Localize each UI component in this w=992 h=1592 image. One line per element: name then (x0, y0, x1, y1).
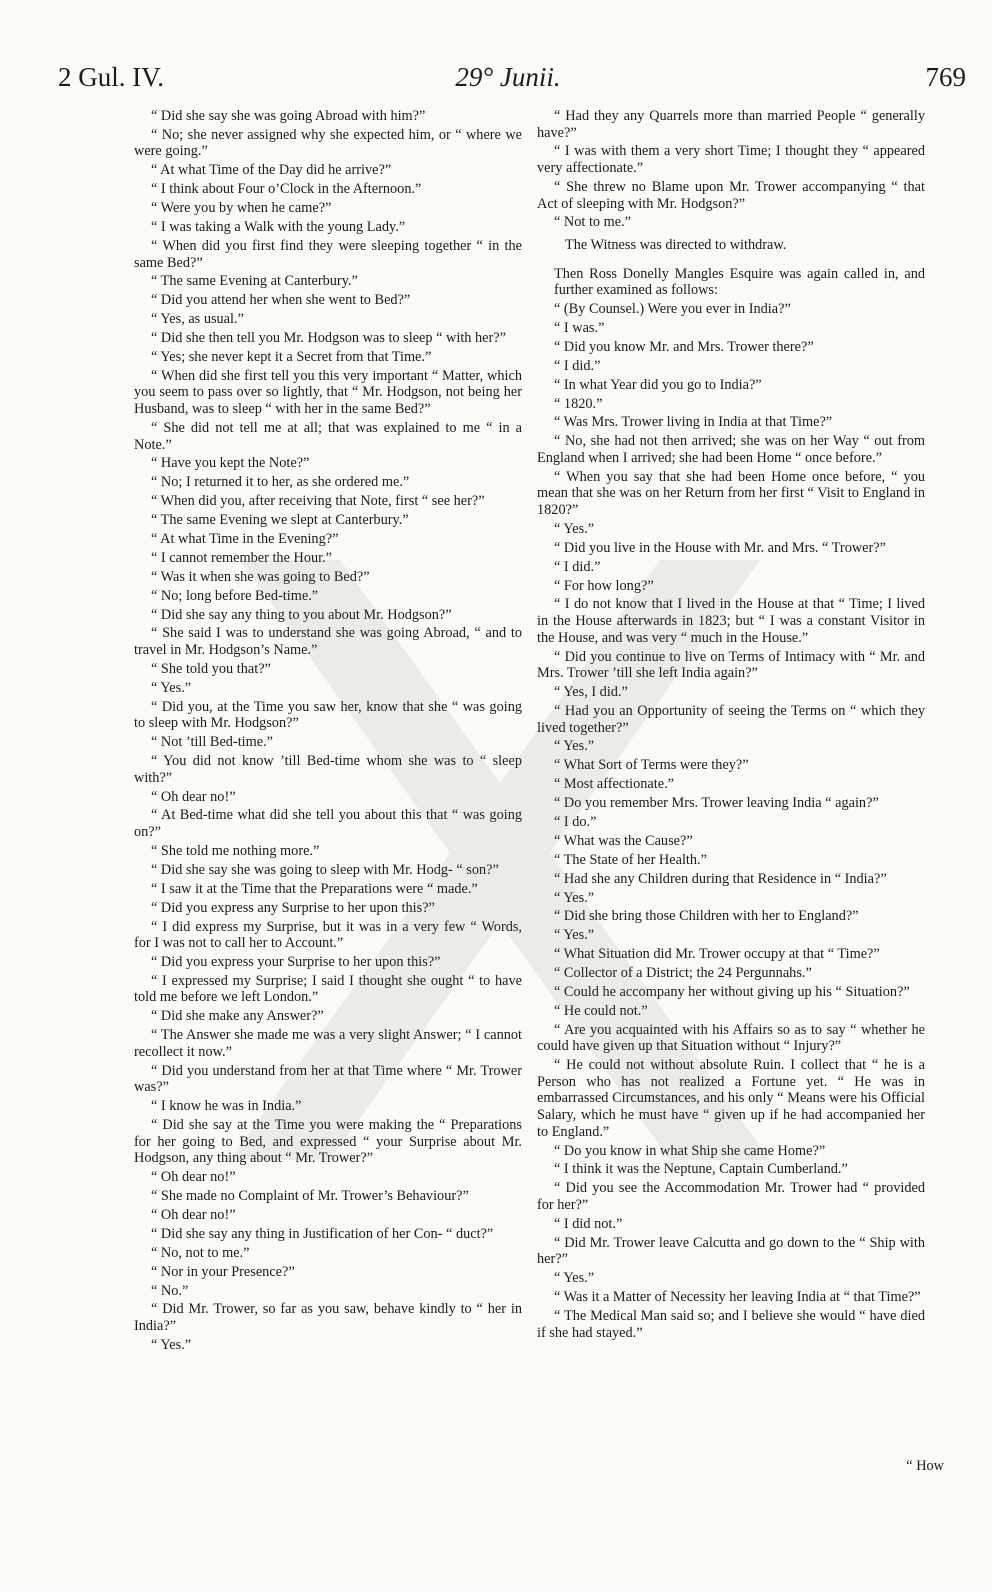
testimony-line: “ Were you by when he came?” (151, 200, 332, 217)
testimony-line: “ I did.” (554, 357, 601, 374)
testimony-line: “ At Bed-time what did she tell you about this that “ was going on?” (134, 807, 522, 841)
testimony-line: “ Yes.” (554, 520, 595, 537)
testimony-line: “ I did express my Surprise, but it was in a very few “ Words, for I was not to call her to Account.” (134, 918, 522, 952)
right-column-top (537, 108, 925, 231)
testimony-line: “ I cannot remember the Hour.” (151, 549, 333, 566)
testimony-line: “ She did not tell me at all; that was explained to me “ in a Note.” (134, 419, 522, 453)
testimony-line: “ The same Evening at Canterbury.” (151, 273, 358, 290)
left-column (134, 108, 522, 1356)
testimony-line: “ I do not know that I lived in the House at that “ Time; I lived in the House afterwards in 1823; but “ I was a constant Visitor in the House, and was very “ much in the House.” (537, 596, 925, 646)
testimony-line: “ Did you know Mr. and Mrs. Trower there?” (554, 338, 814, 355)
right-column-bottom (537, 301, 925, 1341)
testimony-line: “ Yes.” (554, 927, 595, 944)
testimony-line: “ Yes; she never kept it a Secret from that Time.” (151, 348, 432, 365)
testimony-line: “ I did.” (554, 558, 601, 575)
testimony-line: “ Had she any Children during that Residence in “ India?” (554, 870, 887, 887)
testimony-line: “ I expressed my Surprise; I said I thought she ought “ to have told me before we left London.” (134, 972, 522, 1006)
catchword: “ How (906, 1458, 944, 1474)
testimony-line: “ Did she make any Answer?” (151, 1008, 324, 1025)
testimony-line: “ Did you continue to live on Terms of Intimacy with “ Mr. and Mrs. Trower ’till she left India again?” (537, 648, 925, 682)
testimony-line: “ I know he was in India.” (151, 1098, 302, 1115)
testimony-line: “ He could not.” (554, 1002, 648, 1019)
testimony-line: “ Oh dear no!” (151, 1169, 236, 1186)
testimony-line: “ Not ’till Bed-time.” (151, 734, 274, 751)
testimony-line: “ Have you kept the Note?” (151, 455, 310, 472)
testimony-line: “ Nor in your Presence?” (151, 1263, 295, 1280)
testimony-line: “ I do.” (554, 813, 597, 830)
testimony-line: “ No; I returned it to her, as she ordered me.” (151, 474, 410, 491)
testimony-line: “ He could not without absolute Ruin. I collect that “ he is a Person who has not realized a Fortune yet. “ He was in embarrassed Circumstances, and his only “ Means were his Official Salary, which he must have “ given up if he had accompanied her to England.” (537, 1057, 925, 1140)
testimony-line: “ 1820.” (554, 395, 603, 412)
testimony-line: “ Yes, I did.” (554, 684, 628, 701)
testimony-line: “ What Situation did Mr. Trower occupy at that “ Time?” (554, 946, 880, 963)
testimony-line: “ Did you attend her when she went to Bed?” (151, 292, 411, 309)
testimony-line: “ Did she say she was going to sleep with Mr. Hodg- “ son?” (151, 861, 499, 878)
testimony-line: “ I saw it at the Time that the Preparations were “ made.” (151, 880, 478, 897)
testimony-line: “ When did you, after receiving that Note, first “ see her?” (151, 493, 485, 510)
testimony-line: “ Did Mr. Trower, so far as you saw, behave kindly to “ her in India?” (134, 1301, 522, 1335)
testimony-line: “ What Sort of Terms were they?” (554, 757, 749, 774)
testimony-line: “ No; long before Bed-time.” (151, 587, 319, 604)
testimony-line: “ The Medical Man said so; and I believe she would “ have died if she had stayed.” (537, 1307, 925, 1341)
testimony-line: “ Did you express any Surprise to her upon this?” (151, 899, 435, 916)
testimony-line: “ No.” (151, 1282, 189, 1299)
testimony-line: “ Had they any Quarrels more than married People “ generally have?” (537, 108, 925, 141)
witness-withdraw-note: The Witness was directed to withdraw. (565, 237, 787, 254)
testimony-line: “ I was with them a very short Time; I thought they “ appeared very affectionate.” (537, 143, 925, 177)
testimony-line: “ Did you see the Accommodation Mr. Trower had “ provided for her?” (537, 1180, 925, 1213)
testimony-line: “ When you say that she had been Home once before, “ you mean that she was on her Return from her first “ Visit to England in 1820?” (537, 468, 925, 519)
testimony-line: “ At what Time in the Evening?” (151, 531, 339, 547)
testimony-line: “ What was the Cause?” (554, 832, 693, 849)
testimony-line: “ Did you express your Surprise to her upon this?” (151, 954, 441, 970)
testimony-line: “ The State of her Health.” (554, 851, 707, 868)
testimony-line: “ Did she say at the Time you were making the “ Preparations for her going to Bed, and expressed “ your Surprise about Mr. Hodgson, any thing about “ Mr. Trower?” (134, 1117, 522, 1167)
testimony-line: “ Yes, as usual.” (151, 311, 244, 328)
testimony-line: “ She threw no Blame upon Mr. Trower accompanying “ that Act of sleeping with Mr. Hodgson?” (537, 178, 925, 212)
testimony-line: “ Did you, at the Time you saw her, know that she “ was going to sleep with Mr. Hodgson?” (134, 698, 522, 732)
testimony-line: “ Yes.” (554, 738, 595, 755)
testimony-line: “ The Answer she made me was a very slight Answer; “ I cannot recollect it now.” (134, 1027, 522, 1060)
testimony-line: “ When did you first find they were sleeping together “ in the same Bed?” (134, 237, 522, 271)
testimony-line: “ I was taking a Walk with the young Lady.” (151, 219, 406, 236)
testimony-line: “ She told you that?” (151, 660, 271, 677)
testimony-line: “ Did she say any thing in Justification of her Con- “ duct?” (151, 1225, 494, 1242)
testimony-line: “ She made no Complaint of Mr. Trower’s Behaviour?” (151, 1188, 469, 1205)
testimony-line: “ No, she had not then arrived; she was on her Way “ out from England when I arrived; she had been Home “ once before.” (537, 433, 925, 466)
date-heading: 29° Junii. (455, 62, 561, 92)
testimony-line: “ In what Year did you go to India?” (554, 376, 762, 393)
testimony-line: “ Did she bring those Children with her to England?” (554, 908, 859, 925)
testimony-line: “ I think about Four o’Clock in the Afternoon.” (151, 181, 422, 198)
testimony-line: “ Are you acquainted with his Affairs so as to say “ whether he could have given up that Situation without “ Injury?” (537, 1021, 925, 1055)
right-column (537, 108, 925, 1343)
testimony-line: “ Did you understand from her at that Time where “ Mr. Trower was?” (134, 1062, 522, 1096)
testimony-line: “ Did you live in the House with Mr. and Mrs. “ Trower?” (554, 539, 886, 556)
testimony-line: “ Yes.” (554, 889, 595, 906)
testimony-line: “ The same Evening we slept at Canterbury.” (151, 512, 409, 529)
testimony-line: “ Yes.” (151, 679, 192, 696)
testimony-line: “ Did she then tell you Mr. Hodgson was to sleep “ with her?” (151, 330, 506, 347)
testimony-line: “ She said I was to understand she was going Abroad, “ and to travel in Mr. Hodgson’s Name.” (134, 625, 522, 659)
testimony-line: “ Collector of a District; the 24 Pergunnahs.” (554, 965, 812, 982)
testimony-line: “ Oh dear no!” (151, 1206, 236, 1223)
testimony-line: “ For how long?” (554, 577, 654, 594)
testimony-line: “ I did not.” (554, 1215, 623, 1232)
witness-called-note: Then Ross Donelly Mangles Esquire was again called in, and further examined as follows: (554, 265, 925, 299)
testimony-line: “ Not to me.” (554, 214, 632, 231)
testimony-line: “ You did not know ’till Bed-time whom she was to “ sleep with?” (134, 753, 522, 786)
regnal-year: 2 Gul. IV. (58, 62, 165, 92)
testimony-line: “ Did Mr. Trower leave Calcutta and go down to the “ Ship with her?” (537, 1234, 925, 1268)
testimony-line: “ At what Time of the Day did he arrive?” (151, 162, 392, 179)
testimony-line: “ Did she say any thing to you about Mr. Hodgson?” (151, 606, 452, 623)
testimony-line: “ No, not to me.” (151, 1244, 250, 1261)
testimony-line: “ She told me nothing more.” (151, 842, 320, 859)
testimony-line: “ (By Counsel.) Were you ever in India?” (554, 301, 791, 318)
testimony-line: “ Was it a Matter of Necessity her leaving India at “ that Time?” (554, 1289, 921, 1306)
testimony-line: “ Do you know in what Ship she came Home?” (554, 1142, 826, 1159)
testimony-line: “ Do you remember Mrs. Trower leaving India “ again?” (554, 795, 879, 812)
testimony-line: “ I think it was the Neptune, Captain Cumberland.” (554, 1161, 848, 1178)
testimony-line: “ Yes.” (554, 1270, 595, 1287)
testimony-line: “ When did she first tell you this very important “ Matter, which you seem to pass over so lightly, that “ Mr. Hodgson, not being her Husband, was to sleep “ with her in the same Bed?” (134, 367, 522, 418)
testimony-line: “ Most affectionate.” (554, 776, 675, 793)
testimony-line: “ Did she say she was going Abroad with him?” (151, 108, 426, 124)
testimony-line: “ Had you an Opportunity of seeing the Terms on “ which they lived together?” (537, 702, 925, 736)
testimony-line: “ Was Mrs. Trower living in India at that Time?” (554, 414, 833, 431)
page-number: 769 (925, 62, 966, 92)
page-header (50, 62, 966, 102)
testimony-line: “ Could he accompany her without giving up his “ Situation?” (554, 984, 910, 1000)
testimony-line: “ Was it when she was going to Bed?” (151, 568, 370, 585)
testimony-line: “ Yes.” (151, 1336, 192, 1353)
testimony-line: “ No; she never assigned why she expected him, or “ where we were going.” (134, 126, 522, 160)
testimony-line: “ Oh dear no!” (151, 788, 236, 805)
testimony-line: “ I was.” (554, 320, 605, 337)
